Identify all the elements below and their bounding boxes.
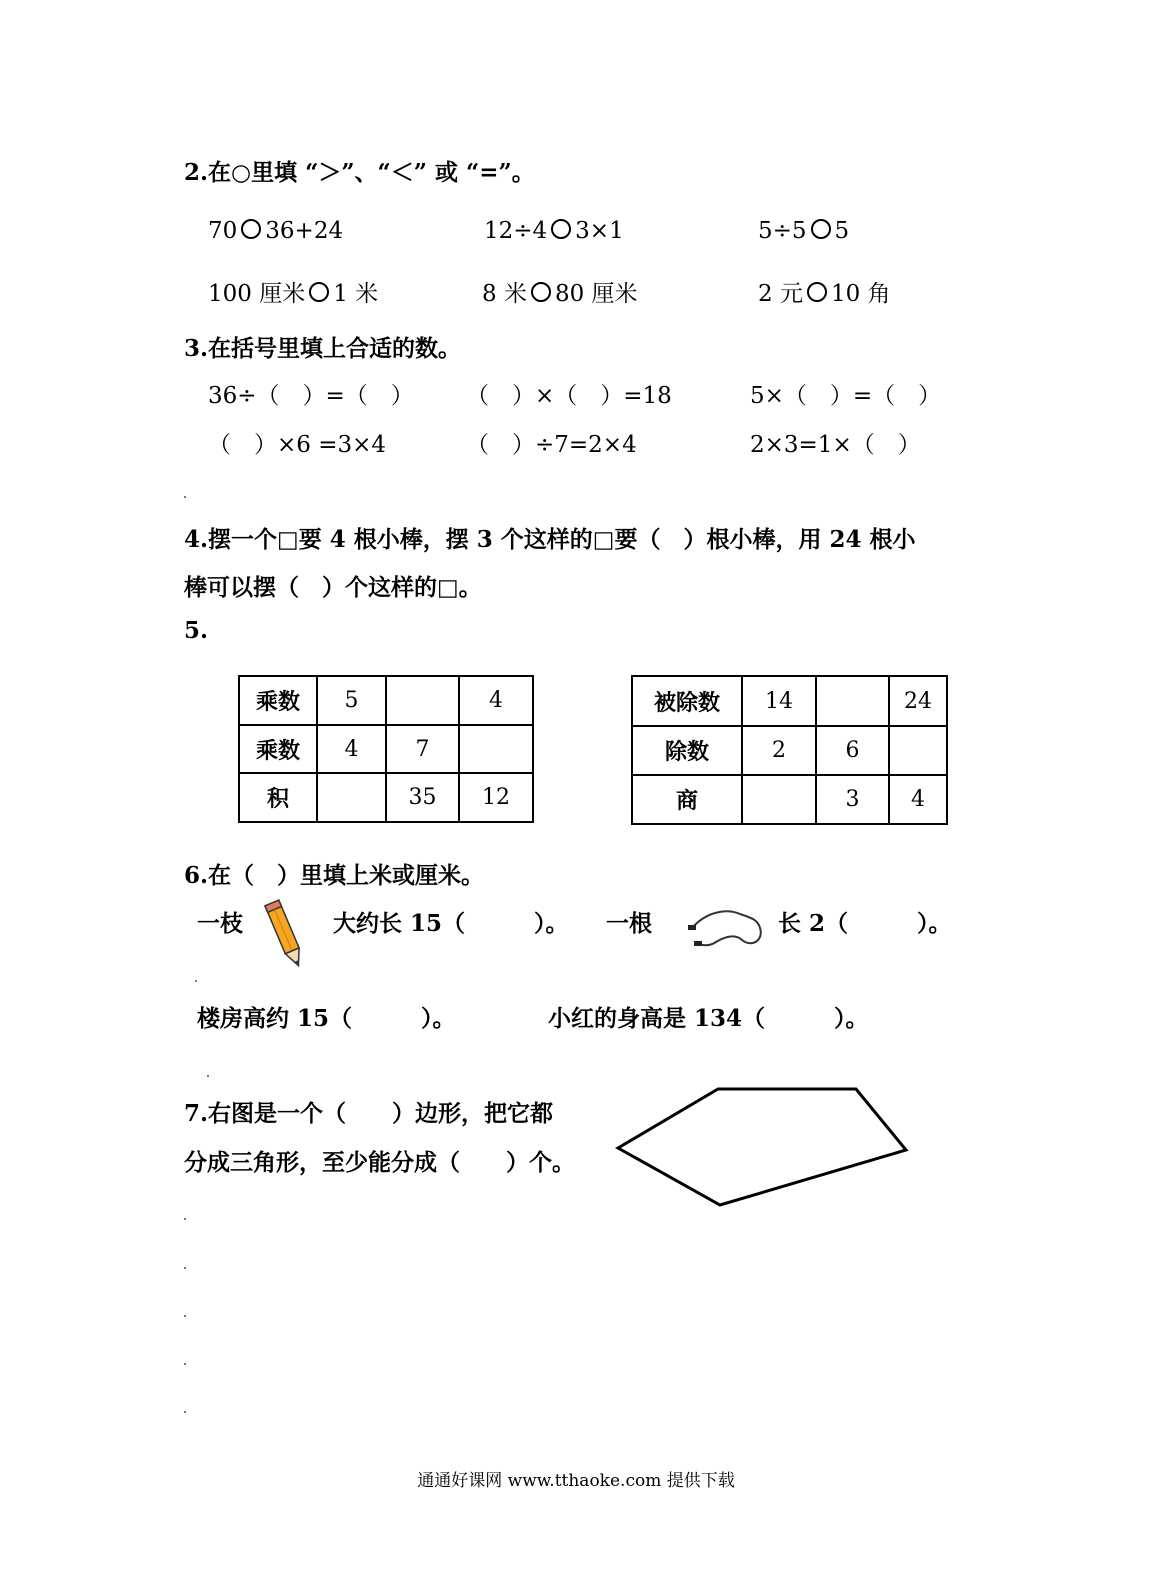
- q2-r2-i2-left: 8 米: [482, 281, 527, 307]
- table-cell: 被除数: [632, 676, 742, 726]
- table-row: [632, 676, 947, 726]
- q6-item2-a: 一根: [606, 910, 652, 937]
- compare-circle-icon[interactable]: [241, 219, 261, 239]
- cable-icon: [686, 904, 772, 952]
- table-cell: 积: [239, 773, 317, 822]
- paragraph-mark: [184, 1218, 186, 1220]
- q2-r1-item3: [758, 216, 849, 246]
- q7-line2: 分成三角形，至少能分成（ ）个。: [184, 1149, 575, 1176]
- table-cell[interactable]: [317, 773, 386, 822]
- q2-r2-i3-left: 2 元: [758, 281, 803, 307]
- table-cell: 12: [459, 773, 533, 822]
- multiplication-table: [238, 675, 534, 823]
- q2-r2-item2: [482, 279, 638, 309]
- q2-r1-item1: [208, 216, 343, 246]
- table-cell: 4: [317, 725, 386, 773]
- compare-circle-icon[interactable]: [807, 282, 827, 302]
- table-cell: 乘数: [239, 676, 317, 725]
- table-cell: 14: [742, 676, 816, 726]
- pencil-icon: [262, 896, 310, 974]
- table-cell: 4: [889, 775, 947, 824]
- compare-circle-icon[interactable]: [309, 282, 329, 302]
- q6-item2-b[interactable]: 长 2（ ）。: [778, 910, 952, 937]
- pentagon-figure: [610, 1080, 914, 1212]
- compare-circle-icon[interactable]: [551, 219, 571, 239]
- table-cell[interactable]: [386, 676, 459, 725]
- table-row: [632, 775, 947, 824]
- table-row: [239, 725, 533, 773]
- q2-r1-i2-left: 12÷4: [484, 218, 548, 244]
- paragraph-mark: [184, 1315, 186, 1317]
- table-row: [632, 726, 947, 775]
- table-cell: 商: [632, 775, 742, 824]
- table-row: [239, 773, 533, 822]
- q6-item4[interactable]: 小红的身高是 134（ ）。: [548, 1005, 869, 1032]
- table-cell: 24: [889, 676, 947, 726]
- q5-label: 5.: [184, 617, 209, 644]
- q2-r1-i1-right: 36+24: [265, 218, 344, 244]
- division-table: [631, 675, 948, 825]
- table-row: [239, 676, 533, 725]
- q2-r1-i2-right: 3×1: [575, 218, 624, 244]
- paragraph-mark: [184, 496, 186, 498]
- paragraph-mark: [195, 980, 197, 982]
- table-cell: 2: [742, 726, 816, 775]
- paragraph-mark: [184, 1267, 186, 1269]
- q6-item3[interactable]: 楼房高约 15（ ）。: [197, 1005, 456, 1032]
- q4-line1: 4.摆一个□要 4 根小棒，摆 3 个这样的□要（ ）根小棒，用 24 根小: [184, 526, 916, 553]
- q3-r1-expr3[interactable]: 5×（ ）=（ ）: [750, 383, 942, 409]
- q6-item1-b[interactable]: 大约长 15（ ）。: [333, 910, 569, 937]
- compare-circle-icon[interactable]: [531, 282, 551, 302]
- q3-r1-expr1[interactable]: 36÷（ ）=（ ）: [208, 383, 414, 409]
- footer-credit: 通通好课网 www.tthaoke.com 提供下载: [417, 1471, 735, 1491]
- paragraph-mark: [184, 1411, 186, 1413]
- table-cell: 5: [317, 676, 386, 725]
- q3-title: 3.在括号里填上合适的数。: [184, 335, 462, 362]
- q2-r2-i1-right: 1 米: [333, 281, 379, 307]
- table-cell: 35: [386, 773, 459, 822]
- table-cell[interactable]: [889, 726, 947, 775]
- table-cell: 7: [386, 725, 459, 773]
- compare-circle-icon[interactable]: [811, 219, 831, 239]
- q6-title: 6.在（ ）里填上米或厘米。: [184, 862, 485, 889]
- table-cell: 3: [816, 775, 889, 824]
- q3-r2-expr1[interactable]: （ ）×6 =3×4: [208, 432, 387, 458]
- q3-r1-expr2[interactable]: （ ）×（ ）=18: [466, 383, 672, 409]
- q6-item1-a: 一枝: [197, 910, 243, 937]
- paragraph-mark: [207, 1075, 209, 1077]
- q2-r1-i3-left: 5÷5: [758, 218, 807, 244]
- q2-r1-i3-right: 5: [834, 218, 850, 244]
- q3-r2-expr3[interactable]: 2×3=1×（ ）: [750, 432, 921, 458]
- table-cell: 6: [816, 726, 889, 775]
- q3-r2-expr2[interactable]: （ ）÷7=2×4: [466, 432, 637, 458]
- q2-r2-i2-right: 80 厘米: [554, 281, 638, 307]
- table-cell: 4: [459, 676, 533, 725]
- table-cell[interactable]: [742, 775, 816, 824]
- q4-line2: 棒可以摆（ ）个这样的□。: [184, 574, 482, 601]
- q2-r2-item1: [208, 279, 378, 309]
- q2-r2-i1-left: 100 厘米: [208, 281, 306, 307]
- q2-title: 2.在○里填 “＞”、“＜” 或 “=”。: [184, 159, 535, 186]
- table-cell[interactable]: [459, 725, 533, 773]
- paragraph-mark: [184, 1363, 186, 1365]
- q2-r1-item2: [484, 216, 624, 246]
- q2-r1-i1-left: 70: [208, 218, 238, 244]
- q2-r2-item3: [758, 279, 891, 309]
- table-cell: 除数: [632, 726, 742, 775]
- q2-r2-i3-right: 10 角: [830, 281, 891, 307]
- table-cell: 乘数: [239, 725, 317, 773]
- q7-line1: 7.右图是一个（ ）边形，把它都: [184, 1100, 554, 1127]
- table-cell[interactable]: [816, 676, 889, 726]
